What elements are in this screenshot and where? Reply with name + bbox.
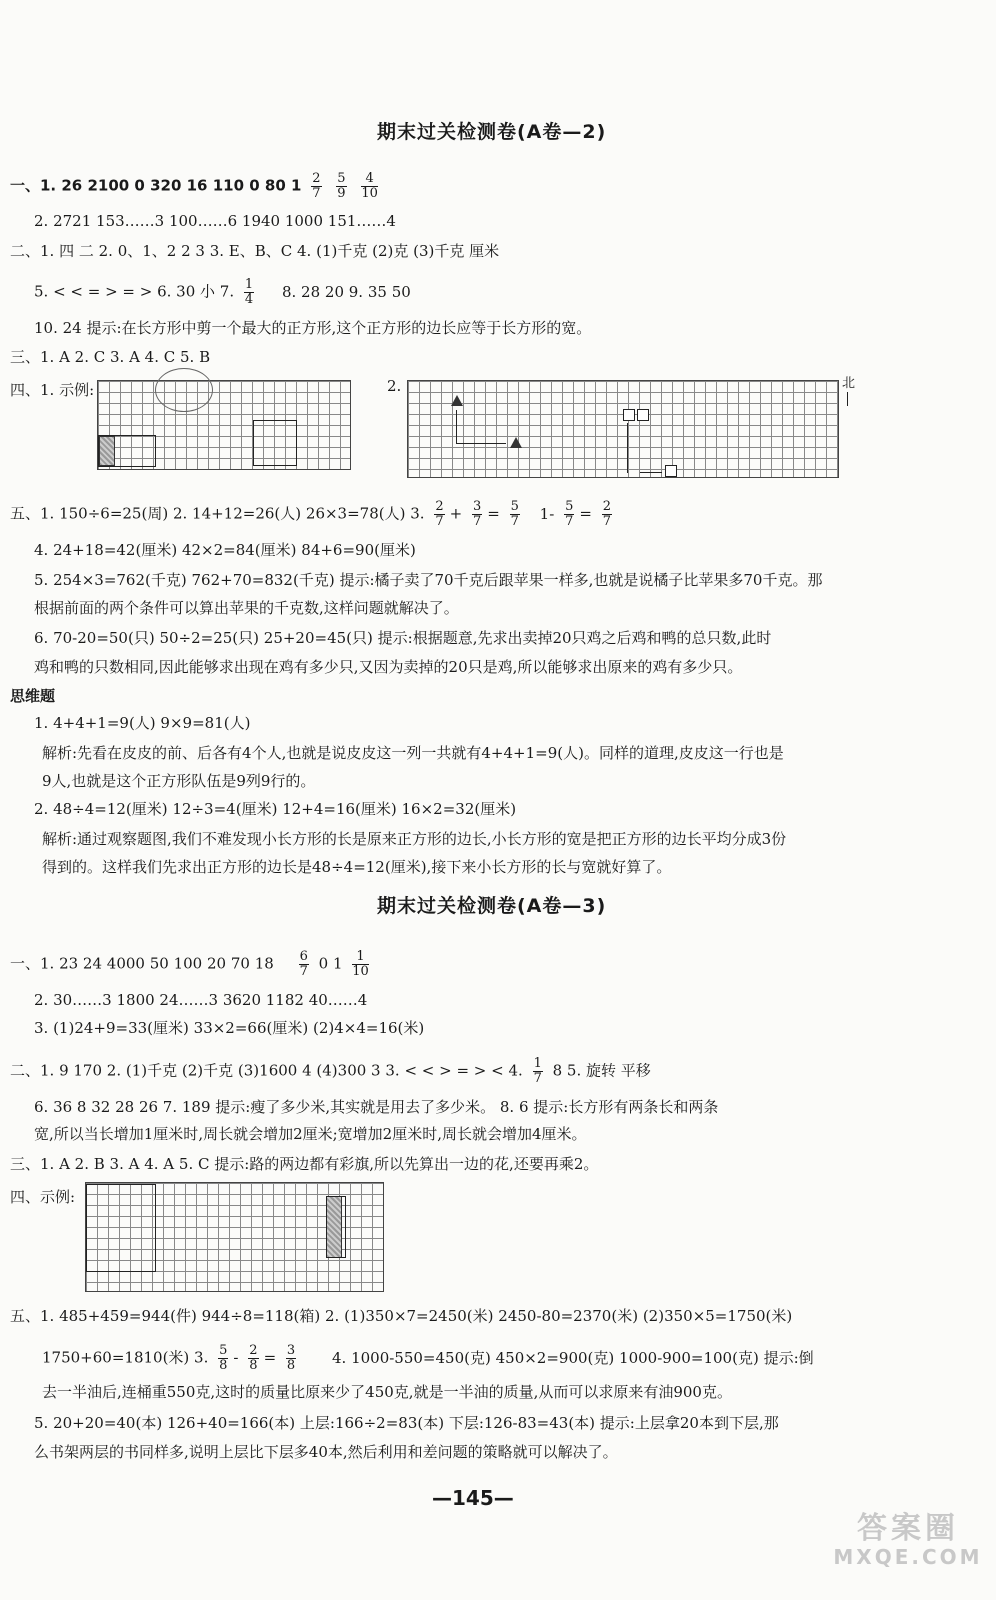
a3-part2-q4-5-text: 8 5. 旋转 平移 [552, 1061, 651, 1080]
fraction: $\frac{2}{7}$ [602, 499, 611, 529]
rectangle-shape [326, 1196, 346, 1258]
thinking-q1-analysis-cont: 9人,也就是这个正方形队伍是9列9行的。 [42, 772, 316, 790]
a3-part5-q5: 5. 20+20=40(本) 126+40=166(本) 上层:166÷2=83(本) 下层:126-83=43(本) 提示:上层拿20本到下层,那 [34, 1414, 779, 1432]
fraction: $\frac{5}{8}$ [219, 1343, 228, 1373]
north-arrow-icon [847, 392, 848, 406]
a2-part1-q1 [10, 172, 383, 201]
a3-part5-q1-2: 五、1. 485+459=944(件) 944÷8=118(箱) 2. (1)350×7=2450(米) 2450-80=2370(米) (2)350×5=1750(米) [10, 1307, 793, 1325]
a2-part4-q2-label: 2. [387, 377, 402, 395]
a2-part5-q1-3-text: 五、1. 150÷6=25(周) 2. 14+12=26(人) 26×3=78(人) 3. [10, 504, 425, 523]
a2-part2-q5-7 [34, 278, 411, 307]
page-number: —145— [432, 1486, 514, 1510]
a2-part2-q1-4: 二、1. 四 二 2. 0、1、2 2 3 3. E、B、C 4. (1)千克 (2)克 (3)千克 厘米 [10, 242, 500, 260]
square-icon [623, 409, 635, 421]
a3-part5-q5-cont: 么书架两层的书同样多,说明上层比下层多40本,然后利用和差问题的策略就可以解决了。 [34, 1443, 618, 1461]
a3-part2-q6-8: 6. 36 8 32 28 26 7. 189 提示:瘦了多少米,其实就是用去了多少米。 8. 6 提示:长方形有两条长和两条 [34, 1098, 719, 1116]
a3-part5-q4-cont: 去一半油后,连桶重550克,这时的质量比原来少了450克,就是一半油的质量,从而可以求原来有油900克。 [42, 1383, 732, 1401]
a3-part5-q2-3 [42, 1344, 814, 1373]
a3-part5-q2-3-text: 1750+60=1810(米) 3. [42, 1348, 209, 1367]
a3-part1-q3: 3. (1)24+9=33(厘米) 33×2=66(厘米) (2)4×4=16(米) [34, 1019, 425, 1037]
minus-sign: - [233, 1348, 239, 1367]
path-line [627, 423, 628, 473]
watermark-line2: MXQE.COM [833, 1545, 983, 1569]
thinking-q2-analysis-cont: 得到的。这样我们先求出正方形的边长是48÷4=12(厘米),接下来小长方形的长与宽就好算了。 [42, 858, 672, 876]
a2-part2-q10: 10. 24 提示:在长方形中剪一个最大的正方形,这个正方形的边长应等于长方形的宽。 [34, 319, 592, 337]
plus-sign: + [449, 504, 463, 523]
a2-part1-q1-text: 一、1. 26 2100 0 320 16 110 0 80 1 [10, 176, 302, 195]
section-title-a2: 期末过关检测卷(A卷—2) [377, 121, 607, 143]
grid-figure-a2-2 [407, 380, 839, 478]
a3-part2-q1-4-text: 二、1. 9 170 2. (1)千克 (2)千克 (3)1600 4 (4)300 3 3. < < > = > < 4. [10, 1061, 523, 1080]
watermark-line1: 答案圈 [857, 1511, 959, 1546]
thinking-q1-analysis: 解析:先看在皮皮的前、后各有4个人,也就是说皮皮这一列一共就有4+4+1=9(人)。同样的道理,皮皮这一行也是 [42, 744, 784, 762]
north-label: 北 [842, 376, 856, 391]
a2-part5-q6-cont: 鸡和鸭的只数相同,因此能够求出现在鸡有多少只,又因为卖掉的20只是鸡,所以能够求出原来的鸡有多少只。 [34, 658, 743, 676]
fraction: $\frac{4}{10}$ [361, 171, 378, 201]
fraction: $\frac{1}{7}$ [533, 1056, 542, 1086]
section-title-a3: 期末过关检测卷(A卷—3) [377, 895, 607, 917]
shaded-square [99, 436, 115, 466]
watermark-logo [828, 1512, 988, 1572]
fraction: $\frac{5}{7}$ [565, 499, 574, 529]
a2-part2-q8-9: 8. 28 20 9. 35 50 [281, 282, 411, 301]
a2-part5-q4: 4. 24+18=42(厘米) 42×2=84(厘米) 84+6=90(厘米) [34, 541, 416, 559]
fraction: $\frac{3}{8}$ [286, 1343, 296, 1373]
a2-part5-q6: 6. 70-20=50(只) 50÷2=25(只) 25+20=45(只) 提示:根据题意,先求出卖掉20只鸡之后鸡和鸭的总只数,此时 [34, 629, 772, 647]
rectangle-shape [86, 1184, 156, 1272]
triangle-icon [510, 437, 522, 448]
a2-part5-q5-cont: 根据前面的两个条件可以算出苹果的千克数,这样问题就解决了。 [34, 599, 459, 617]
path-line [640, 472, 662, 473]
equals-sign: = [579, 504, 592, 523]
thinking-heading: 思维题 [10, 687, 56, 705]
a3-part5-q4: 4. 1000-550=450(克) 450×2=900(克) 1000-900=100(克) 提示:倒 [331, 1348, 814, 1367]
a2-part3: 三、1. A 2. C 3. A 4. C 5. B [10, 348, 211, 366]
a2-part5-q5: 5. 254×3=762(千克) 762+70=832(千克) 提示:橘子卖了70千克后跟苹果一样多,也就是说橘子比苹果多70千克。那 [34, 571, 823, 589]
a3-part1-q1-mid: 0 1 [318, 954, 343, 973]
equals-sign: = [263, 1348, 277, 1367]
path-line [456, 410, 457, 444]
square-icon [665, 465, 677, 477]
a3-part2-q8-cont: 宽,所以当长增加1厘米时,周长就会增加2厘米;宽增加2厘米时,周长就会增加4厘米。 [34, 1125, 587, 1143]
triangle-icon [451, 395, 463, 406]
a3-part4-label: 四、示例: [10, 1188, 76, 1206]
a3-part2-q1-4 [10, 1057, 651, 1086]
a3-part1-q1 [10, 950, 374, 979]
one-minus: 1- [539, 504, 555, 523]
path-line [456, 443, 506, 444]
thinking-q1: 1. 4+4+1=9(人) 9×9=81(人) [34, 714, 251, 732]
fraction: $\frac{2}{7}$ [312, 171, 321, 201]
a2-part5-q1-3 [10, 500, 617, 529]
a2-part2-q5-7-text: 5. < < = > = > 6. 30 小 7. [34, 282, 235, 301]
fraction: $\frac{2}{7}$ [435, 499, 444, 529]
a3-part1-q2: 2. 30……3 1800 24……3 3620 1182 40……4 [34, 991, 368, 1009]
fraction: $\frac{1}{4}$ [244, 277, 254, 307]
fraction: $\frac{5}{9}$ [337, 171, 346, 201]
fraction: $\frac{1}{10}$ [352, 949, 369, 979]
a3-part3: 三、1. A 2. B 3. A 4. A 5. C 提示:路的两边都有彩旗,所以先算出一边的花,还要再乘2。 [10, 1155, 599, 1173]
square-icon [637, 409, 649, 421]
a2-part4-q1-label: 四、1. 示例: [10, 381, 95, 399]
fraction: $\frac{2}{8}$ [249, 1343, 258, 1373]
a3-part1-q1-text: 一、1. 23 24 4000 50 100 20 70 18 [10, 954, 274, 973]
a2-part1-q2: 2. 2721 153……3 100……6 1940 1000 151……4 [34, 212, 396, 230]
equals-sign: = [487, 504, 500, 523]
thinking-q2: 2. 48÷4=12(厘米) 12÷3=4(厘米) 12+4=16(厘米) 16×2=32(厘米) [34, 800, 517, 818]
fraction: $\frac{3}{7}$ [472, 499, 482, 529]
thinking-q2-analysis: 解析:通过观察题图,我们不难发现小长方形的长是原来正方形的边长,小长方形的宽是把正方形的边长平均分成3份 [42, 830, 787, 848]
fraction: $\frac{6}{7}$ [299, 949, 308, 979]
fraction: $\frac{5}{7}$ [510, 499, 519, 529]
handwritten-circle [155, 368, 213, 412]
square-shape [253, 420, 297, 466]
